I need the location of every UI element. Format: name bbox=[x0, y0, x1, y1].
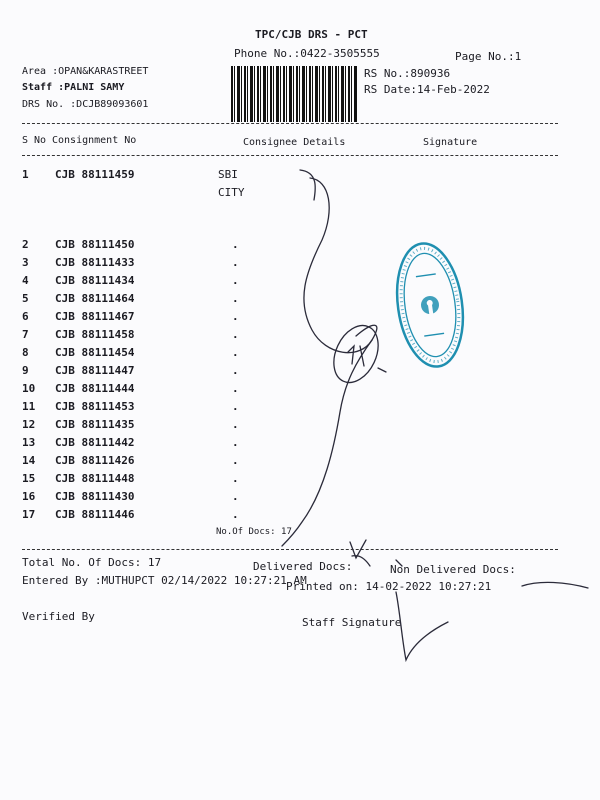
row-details: . bbox=[232, 310, 239, 323]
document-title: TPC/CJB DRS - PCT bbox=[255, 28, 368, 41]
row-sno: 11 bbox=[22, 400, 36, 413]
column-header-consignment: Consignment No bbox=[52, 135, 137, 146]
row-details: . bbox=[232, 454, 239, 467]
row-consignment: CJB 88111442 bbox=[55, 436, 135, 449]
rs-number: RS No.:890936 bbox=[364, 67, 451, 80]
drs-number: DRS No. :DCJB89093601 bbox=[22, 99, 149, 110]
row-consignment: CJB 88111458 bbox=[55, 328, 135, 341]
row-sno: 15 bbox=[22, 472, 36, 485]
row-details: . bbox=[232, 256, 239, 269]
rs-date: RS Date:14-Feb-2022 bbox=[364, 83, 490, 96]
non-delivered-docs: Non Delivered Docs: bbox=[390, 563, 516, 576]
staff-label: Staff :PALNI SAMY bbox=[22, 82, 125, 93]
row-consignment: CJB 88111434 bbox=[55, 274, 135, 287]
row-consignment: CJB 88111453 bbox=[55, 400, 135, 413]
row-consignment: CJB 88111448 bbox=[55, 472, 135, 485]
row-sno: 10 bbox=[22, 382, 36, 395]
row-consignment: CJB 88111459 bbox=[55, 168, 135, 181]
row-sno: 14 bbox=[22, 454, 36, 467]
row-consignment: CJB 88111464 bbox=[55, 292, 135, 305]
row-sno: 2 bbox=[22, 238, 29, 251]
row-consignment: CJB 88111447 bbox=[55, 364, 135, 377]
row-consignment: CJB 88111467 bbox=[55, 310, 135, 323]
row-sno: 9 bbox=[22, 364, 29, 377]
row-consignment: CJB 88111433 bbox=[55, 256, 135, 269]
total-docs: Total No. Of Docs: 17 bbox=[22, 556, 162, 569]
row-consignment: CJB 88111430 bbox=[55, 490, 135, 503]
row-sno: 3 bbox=[22, 256, 29, 269]
row-sno: 1 bbox=[22, 168, 29, 181]
staff-signature-label: Staff Signature bbox=[302, 616, 402, 629]
row-sno: 7 bbox=[22, 328, 29, 341]
row-details: . bbox=[232, 508, 239, 521]
row-details: . bbox=[232, 274, 239, 287]
row-details: . bbox=[232, 382, 239, 395]
page-number: Page No.:1 bbox=[455, 50, 522, 63]
row-sno: 4 bbox=[22, 274, 29, 287]
row-sno: 8 bbox=[22, 346, 29, 359]
verified-by: Verified By bbox=[22, 610, 95, 623]
row-consignment: CJB 88111454 bbox=[55, 346, 135, 359]
row-details: . bbox=[232, 346, 239, 359]
delivered-docs: Delivered Docs: bbox=[253, 560, 353, 573]
entered-by: Entered By :MUTHUPCT 02/14/2022 10:27:21 AM bbox=[22, 574, 307, 587]
row-sno: 16 bbox=[22, 490, 36, 503]
printed-on: Printed on: 14-02-2022 10:27:21 bbox=[286, 580, 492, 593]
row-details: . bbox=[232, 364, 239, 377]
row-consignment: CJB 88111435 bbox=[55, 418, 135, 431]
column-header-signature: Signature bbox=[423, 137, 478, 148]
row-sno: 13 bbox=[22, 436, 36, 449]
area-label: Area :OPAN&KARASTREET bbox=[22, 66, 149, 77]
row-consignment: CJB 88111426 bbox=[55, 454, 135, 467]
row-details: SBI CITY bbox=[218, 168, 245, 199]
row-sno: 6 bbox=[22, 310, 29, 323]
no-of-docs: No.Of Docs: 17 bbox=[216, 527, 292, 537]
row-consignment: CJB 88111444 bbox=[55, 382, 135, 395]
row-sno: 12 bbox=[22, 418, 36, 431]
column-header-consignee: Consignee Details bbox=[243, 137, 346, 148]
row-details: . bbox=[232, 490, 239, 503]
row-details: . bbox=[232, 400, 239, 413]
row-details: . bbox=[232, 292, 239, 305]
row-consignment: CJB 88111450 bbox=[55, 238, 135, 251]
row-details: . bbox=[232, 436, 239, 449]
row-consignment: CJB 88111446 bbox=[55, 508, 135, 521]
row-sno: 5 bbox=[22, 292, 29, 305]
row-details: . bbox=[232, 238, 239, 251]
column-header-sno: S No bbox=[22, 135, 47, 146]
row-details: . bbox=[232, 472, 239, 485]
row-details: . bbox=[232, 418, 239, 431]
phone-number: Phone No.:0422-3505555 bbox=[234, 47, 380, 60]
row-details: . bbox=[232, 328, 239, 341]
row-sno: 17 bbox=[22, 508, 36, 521]
